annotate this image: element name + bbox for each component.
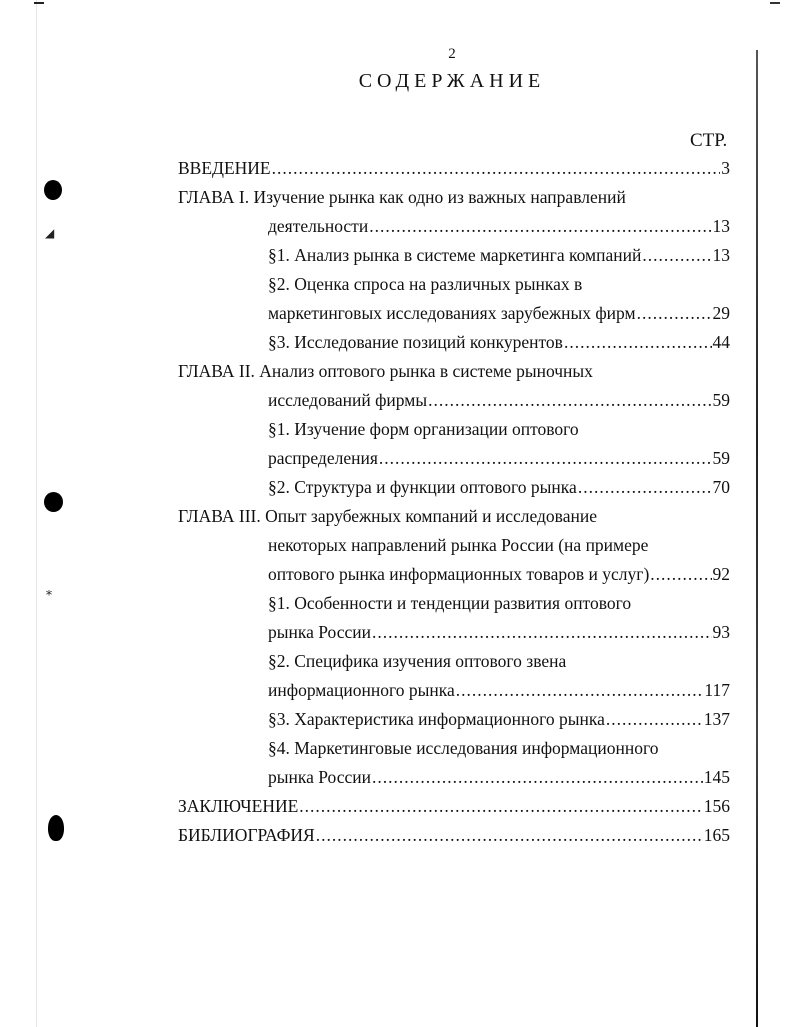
toc-entry [178, 155, 730, 181]
toc-entry-page: 145 [703, 767, 730, 787]
toc-entry-text: информационного рынка [268, 680, 455, 700]
scan-right-edge [756, 50, 758, 1027]
toc-entry-text: ГЛАВА I. Изучение рынка как одно из важных направлений [178, 187, 626, 207]
toc-entry-text: §3. Характеристика информационного рынка [268, 709, 605, 729]
toc-leader-dots [428, 387, 711, 413]
toc-entry-page: 13 [712, 245, 730, 265]
scan-left-shadow [36, 0, 37, 1027]
toc-leader-dots [606, 706, 703, 732]
toc-entry-page: 92 [712, 564, 730, 584]
toc-entry [268, 387, 730, 413]
toc-entry [178, 822, 730, 848]
toc-leader-dots [272, 155, 721, 181]
punch-hole [44, 180, 62, 200]
punch-hole [48, 815, 64, 841]
toc-entry-text: рынка России [268, 767, 372, 787]
toc-entry [268, 213, 730, 239]
toc-entry-text: ГЛАВА II. Анализ оптового рынка в системе рыночных [178, 361, 593, 381]
toc-entry-text: §4. Маркетинговые исследования информационного [268, 738, 659, 758]
toc-entry [268, 561, 730, 587]
toc-entry-text: распределения [268, 448, 378, 468]
page-number: 2 [448, 46, 456, 62]
toc-entry [178, 793, 730, 819]
toc-entry-page: 3 [721, 158, 730, 178]
toc-leader-dots [379, 445, 712, 471]
toc-entry-text: исследований фирмы [268, 390, 428, 410]
toc-entry [268, 532, 730, 558]
toc-entry [268, 677, 730, 703]
toc-entry-text: оптового рынка информационных товаров и услуг) [268, 564, 650, 584]
toc-entry [268, 242, 730, 268]
toc-entry-text: §2. Оценка спроса на различных рынках в [268, 274, 583, 294]
toc-entry-page: 44 [712, 332, 730, 352]
toc-entry-page: 156 [703, 796, 730, 816]
toc-entry [268, 764, 730, 790]
punch-hole [44, 492, 63, 512]
scan-corner-mark [34, 2, 44, 4]
toc-leader-dots [456, 677, 704, 703]
toc-entry-text: §3. Исследование позиций конкурентов [268, 332, 563, 352]
toc-entry-text: некоторых направлений рынка России (на примере [268, 535, 649, 555]
toc-entry-text: §1. Особенности и тенденции развития оптового [268, 593, 632, 613]
toc-entry-page: 29 [712, 303, 730, 323]
toc-entry-page: 70 [712, 477, 730, 497]
toc-entry-text: маркетинговых исследованиях зарубежных фирм [268, 303, 636, 323]
scan-speck: ◢ [45, 226, 55, 240]
toc-entry-page: 117 [704, 680, 730, 700]
toc-entry-page: 59 [712, 390, 730, 410]
toc-entry-text: БИБЛИОГРАФИЯ [178, 825, 315, 845]
toc-entry [268, 706, 730, 732]
toc-entry-page: 59 [712, 448, 730, 468]
toc-entry [268, 271, 730, 297]
toc-leader-dots [299, 793, 702, 819]
toc-entry [268, 329, 730, 355]
toc-entry-text: §2. Структура и функции оптового рынка [268, 477, 577, 497]
toc-entry-text: ГЛАВА III. Опыт зарубежных компаний и исследование [178, 506, 597, 526]
toc-entry [178, 358, 730, 384]
toc-leader-dots [372, 764, 703, 790]
toc-entry-text: ВВЕДЕНИЕ [178, 158, 271, 178]
toc-leader-dots [637, 300, 712, 326]
toc-entry [268, 735, 730, 761]
toc-entry [268, 590, 730, 616]
page-title: СОДЕРЖАНИЕ [358, 70, 546, 92]
toc-entry-page: 13 [712, 216, 730, 236]
toc-entry-text: §2. Специфика изучения оптового звена [268, 651, 567, 671]
toc-entry [268, 445, 730, 471]
toc-leader-dots [642, 242, 711, 268]
toc-leader-dots [650, 561, 711, 587]
toc-entry-text: рынка России [268, 622, 372, 642]
toc-entry-page: 165 [703, 825, 730, 845]
scan-corner-mark [770, 2, 780, 4]
toc-entry [178, 184, 730, 210]
toc-entry-text: деятельности [268, 216, 369, 236]
toc-entry [268, 416, 730, 442]
toc-entry [268, 300, 730, 326]
toc-entry-page: 137 [703, 709, 730, 729]
toc-entry [268, 648, 730, 674]
toc-entry-text: ЗАКЛЮЧЕНИЕ [178, 796, 299, 816]
toc-leader-dots [564, 329, 712, 355]
scan-speck: ⁎ [46, 584, 52, 598]
toc-entry [268, 619, 730, 645]
toc-leader-dots [372, 619, 711, 645]
toc-leader-dots [369, 213, 711, 239]
toc-leader-dots [578, 474, 712, 500]
toc-leader-dots [316, 822, 703, 848]
pages-column-label: СТР. [690, 130, 728, 151]
toc-entry [268, 474, 730, 500]
toc-entry-text: §1. Изучение форм организации оптового [268, 419, 579, 439]
toc-entry [178, 503, 730, 529]
toc-entry-text: §1. Анализ рынка в системе маркетинга компаний [268, 245, 642, 265]
toc-entry-page: 93 [712, 622, 730, 642]
